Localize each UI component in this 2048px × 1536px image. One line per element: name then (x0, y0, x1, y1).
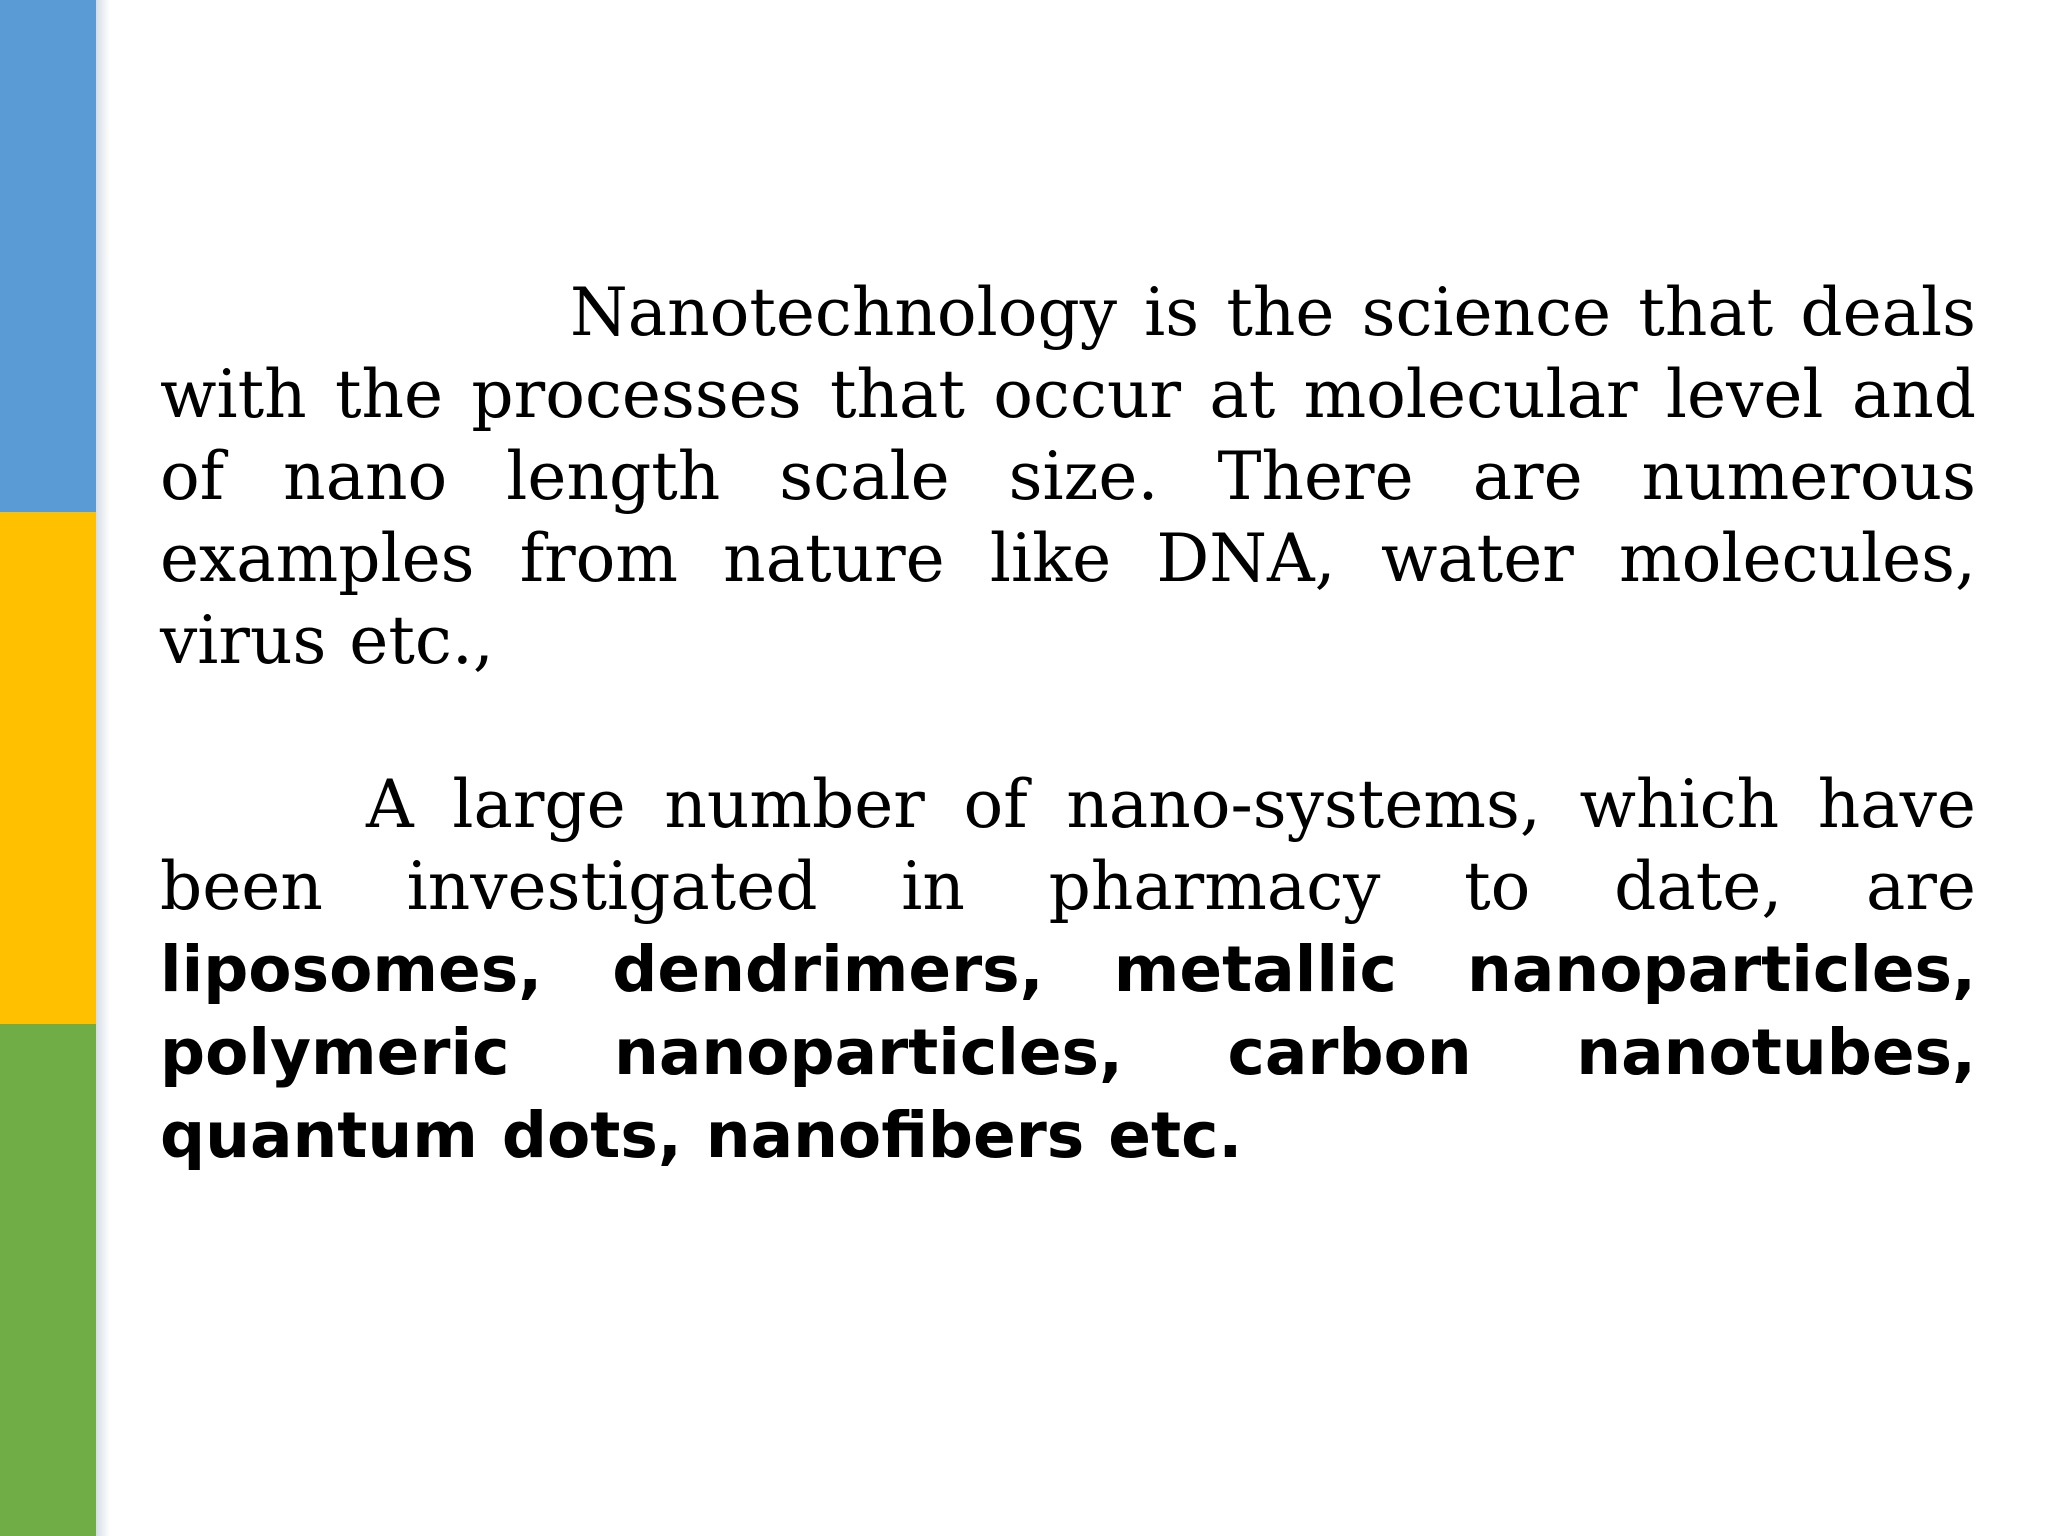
nano-systems-intro: A large number of nano-systems, which have been investigated in pharmacy to date, are (160, 766, 1976, 925)
side-accent-bar (0, 0, 96, 1536)
nano-systems-list: liposomes, dendrimers, metallic nanoparticles, polymeric nanoparticles, carbon nanotubes, quantum dots, nanofibers etc. (160, 933, 1976, 1172)
paragraph-nanotechnology-definition: Nanotechnology is the science that deals with the processes that occur at molecular level and of nano length scale size. There are numerous examples from nature like DNA, water molecules, virus etc., (160, 274, 1976, 679)
accent-bar-shadow (96, 0, 110, 1536)
accent-bar-blue (0, 0, 96, 512)
accent-bar-yellow (0, 512, 96, 1024)
slide-body (160, 272, 1976, 1177)
accent-bar-green (0, 1024, 96, 1536)
paragraph-nano-systems (160, 764, 1976, 1177)
